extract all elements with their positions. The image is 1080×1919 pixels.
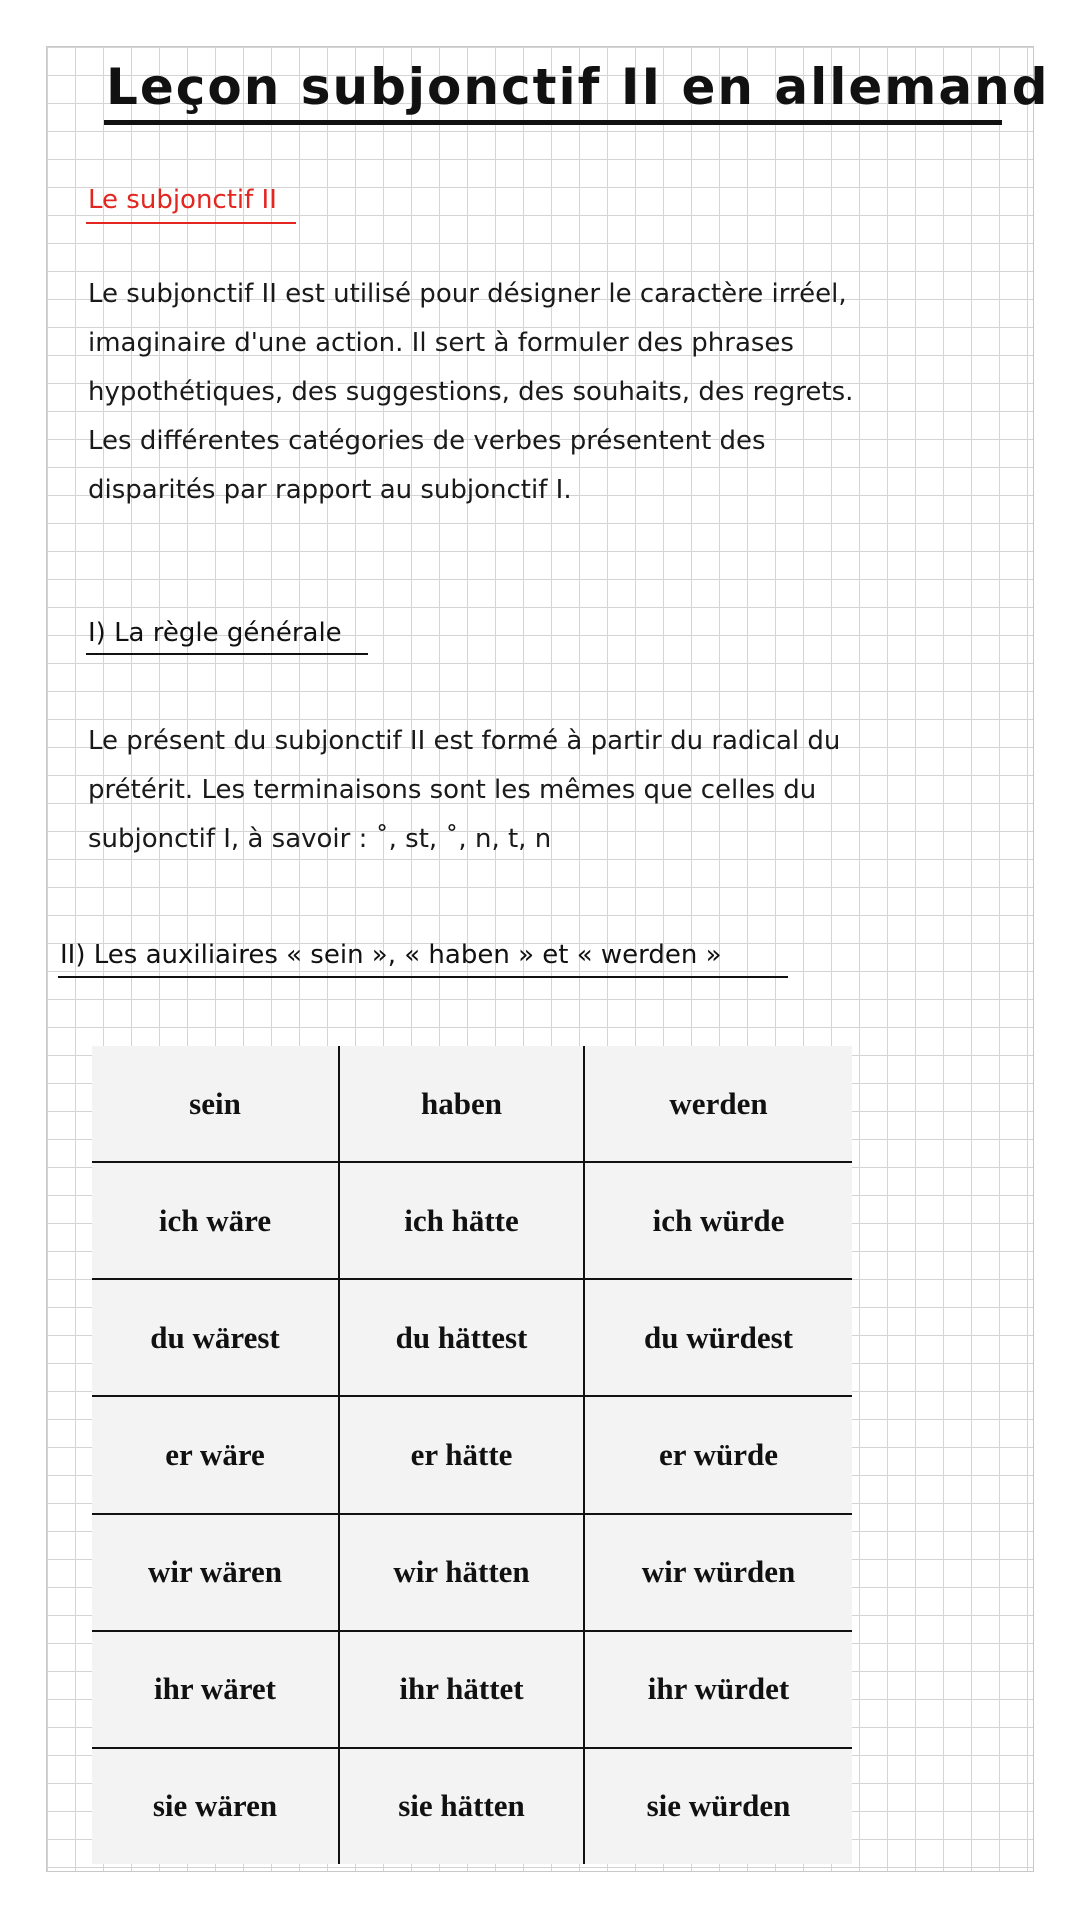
table-cell: er hätte xyxy=(339,1396,584,1513)
page-title: Leçon subjonctif II en allemand xyxy=(106,58,1050,116)
title-underline xyxy=(104,120,1002,125)
rule-line: Le présent du subjonctif II est formé à partir du radical du xyxy=(88,726,841,756)
table-header-row xyxy=(92,1046,852,1162)
table-cell: wir würden xyxy=(584,1514,852,1631)
table-cell: wir hätten xyxy=(339,1514,584,1631)
auxiliaries-heading: II) Les auxiliaires « sein », « haben » et « werden » xyxy=(60,940,722,970)
table-cell: sie würden xyxy=(646,1788,791,1824)
intro-line: disparités par rapport au subjonctif I. xyxy=(88,475,572,505)
table-cell: du hättest xyxy=(339,1279,584,1396)
intro-line: Le subjonctif II est utilisé pour désigner le caractère irréel, xyxy=(88,279,847,309)
table-row xyxy=(92,1514,852,1631)
table-header-cell: haben xyxy=(339,1046,584,1162)
table-row xyxy=(92,1396,852,1513)
intro-line: hypothétiques, des suggestions, des souhaits, des regrets. xyxy=(88,377,854,407)
table-row xyxy=(92,1279,852,1396)
rule-heading-underline xyxy=(86,653,368,655)
rule-paragraph xyxy=(88,717,840,864)
intro-line: Les différentes catégories de verbes présentent des xyxy=(88,426,766,456)
table-cell: er würde xyxy=(584,1396,852,1513)
section-heading-underline xyxy=(86,222,296,224)
table-header-cell: sein xyxy=(92,1046,339,1162)
table-cell: du würdest xyxy=(584,1279,852,1396)
intro-line: imaginaire d'une action. Il sert à formuler des phrases xyxy=(88,328,794,358)
table-cell: ihr hättet xyxy=(339,1631,584,1748)
auxiliaries-heading-underline xyxy=(58,976,788,978)
table-cell: du wärest xyxy=(92,1279,339,1396)
conjugation-table xyxy=(92,1046,852,1864)
table-row xyxy=(92,1748,852,1864)
rule-line: prétérit. Les terminaisons sont les mêmes que celles du xyxy=(88,775,817,805)
rule-heading: I) La règle générale xyxy=(88,618,342,648)
table-cell: ich wäre xyxy=(92,1162,339,1279)
table-cell: sie hätten xyxy=(339,1748,584,1864)
table-cell: er wäre xyxy=(92,1396,339,1513)
table-cell: ihr würdet xyxy=(584,1631,852,1748)
table-cell: ich hätte xyxy=(339,1162,584,1279)
table-header-cell: werden xyxy=(584,1046,852,1162)
table-cell: ihr wäret xyxy=(92,1631,339,1748)
section-heading: Le subjonctif II xyxy=(88,185,277,215)
table-cell: sie wären xyxy=(92,1748,339,1864)
table-row xyxy=(92,1631,852,1748)
table-row xyxy=(92,1162,852,1279)
rule-line: subjonctif I, à savoir : ˚, st, ˚, n, t, n xyxy=(88,824,552,854)
intro-paragraph xyxy=(88,270,853,515)
table-cell: ich würde xyxy=(584,1162,852,1279)
table-cell: wir wären xyxy=(92,1514,339,1631)
